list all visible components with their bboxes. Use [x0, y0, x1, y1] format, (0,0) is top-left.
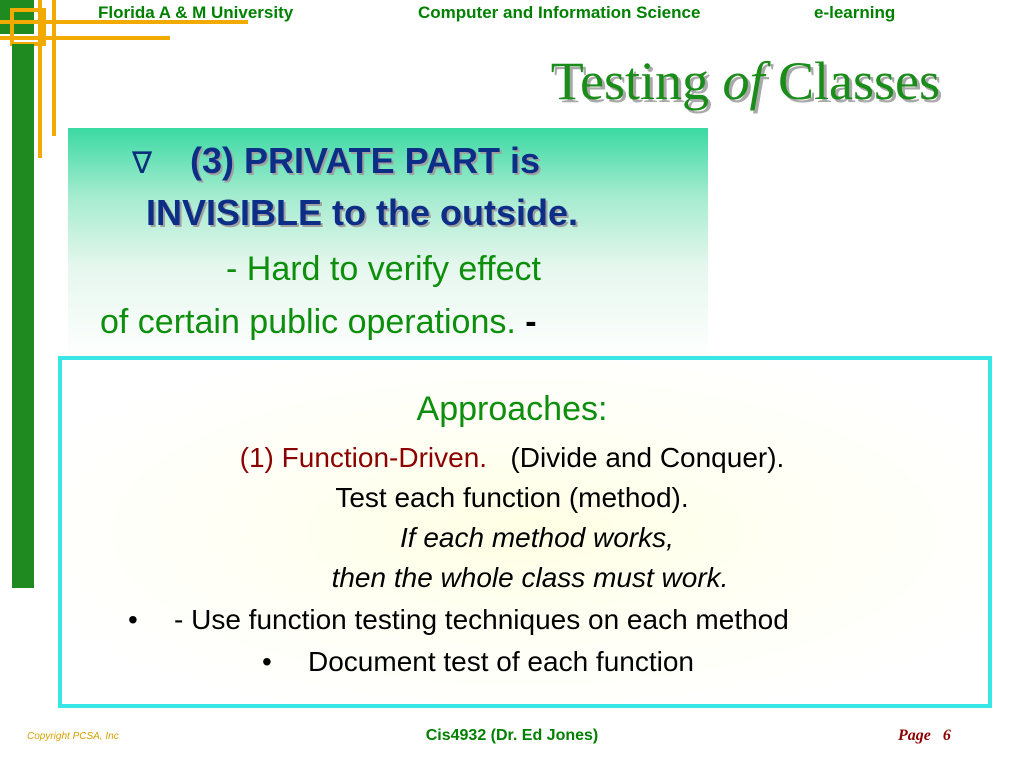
bullet-text: Document test of each function	[308, 646, 694, 677]
header-university: Florida A & M University	[98, 3, 294, 22]
footer-copyright: Copyright PCSA, Inc	[27, 731, 119, 742]
approaches-heading: Approaches:	[416, 390, 608, 428]
panel-line: INVISIBLE to the outside.	[146, 192, 579, 233]
title-part: Testing	[550, 51, 723, 111]
panel-line-dash: -	[525, 303, 537, 341]
header-program: e-learning	[814, 3, 896, 22]
approach-highlight: (1) Function-Driven.	[239, 442, 488, 473]
header-department: Computer and Information Science	[418, 3, 701, 22]
panel-line: (3) PRIVATE PART is	[190, 140, 541, 181]
approach-line: then the whole class must work.	[331, 562, 729, 593]
orange-horizontal-bar	[0, 36, 170, 40]
panel-line-text: of certain public operations.	[100, 303, 516, 341]
page-number: 6	[942, 727, 951, 744]
panel-line	[100, 303, 537, 342]
footer-page	[898, 727, 951, 745]
bullet-dot-icon: •	[128, 604, 138, 635]
panel-line: - Hard to verify effect	[226, 250, 541, 288]
slide-title	[551, 50, 940, 112]
title-part: Classes	[764, 51, 940, 111]
approach-rest: (Divide and Conquer).	[510, 442, 785, 473]
approach-line: If each method works,	[400, 522, 674, 553]
bullet-text: - Use function testing techniques on each method	[174, 604, 789, 635]
page-label: Page	[898, 727, 931, 744]
bullet-dot-icon: •	[262, 646, 272, 677]
bullet-item	[128, 604, 789, 636]
nabla-bullet-icon: ∇	[132, 147, 153, 180]
approach-line: Test each function (method).	[335, 482, 689, 513]
bullet-item	[262, 646, 694, 678]
footer-course: Cis4932 (Dr. Ed Jones)	[425, 727, 599, 744]
title-part-italic: of	[722, 51, 765, 111]
approach-line	[0, 442, 1024, 474]
